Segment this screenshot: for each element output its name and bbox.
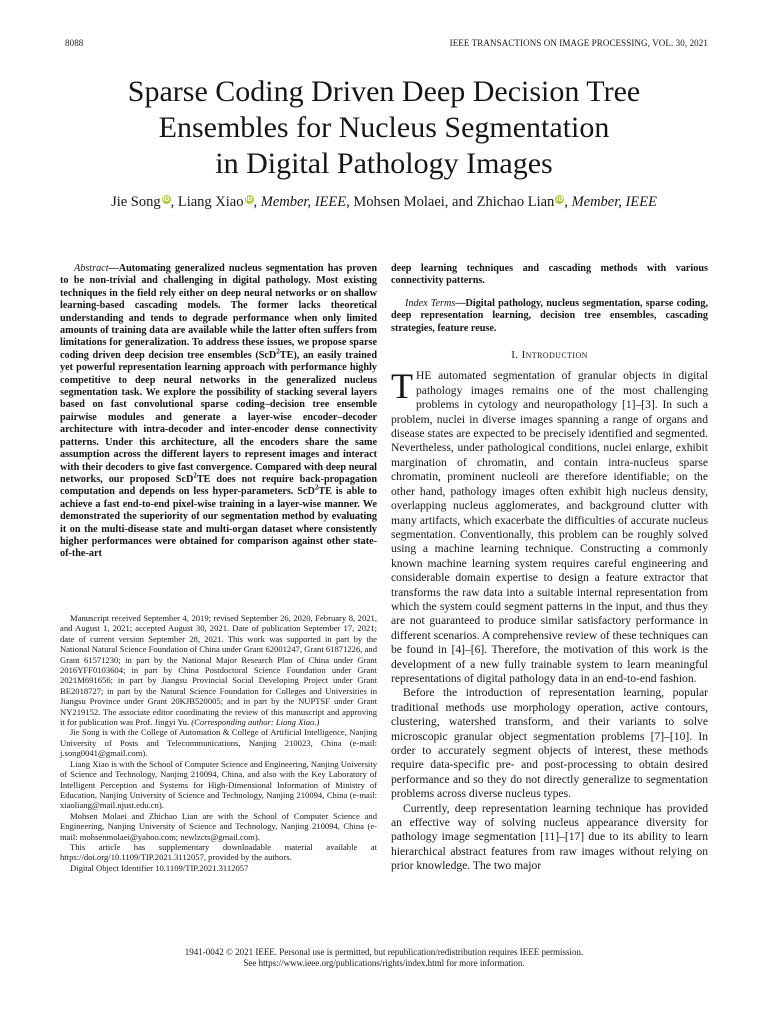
- first-word: HE: [416, 369, 432, 383]
- page-header: [65, 38, 708, 52]
- right-column: [391, 263, 708, 874]
- title-line-3: in Digital Pathology Images: [215, 147, 553, 180]
- paper-title: [60, 74, 708, 182]
- abstract: [60, 263, 377, 561]
- index-terms: [391, 298, 708, 335]
- section-title: Introduction: [521, 349, 588, 362]
- footnote-supplementary: This article has supplementary downloadable material available at https://doi.org/10.1109/TIP.2021.3112057, provided by the authors.: [60, 841, 377, 863]
- author-name: Mohsen Molaei: [353, 194, 445, 210]
- author-name: Zhichao Lian: [476, 194, 555, 210]
- footnote-manuscript: [60, 613, 377, 727]
- abstract-text: —Automating generalized nucleus segmentation has proven to be non-trivial and challenging in digital pathology. Most existing techniques in the field rely either on deep neural networks or on shallow learning-based cascading models. The former lacks theoretical understanding and tends to degrade performance when only limited amounts of training data are available while the latter often suffers from limitations for generalization. To address these issues, we propose sparse coding driven deep decision tree ensembles (ScD: [60, 263, 377, 361]
- journal-name: IEEE TRANSACTIONS ON IMAGE PROCESSING, VOL. 30, 2021: [449, 38, 708, 48]
- section-heading: [391, 349, 708, 361]
- author-name: Liang Xiao: [177, 194, 244, 210]
- superscript: 2: [193, 471, 197, 480]
- orcid-icon[interactable]: iD: [162, 196, 170, 203]
- footnote-affiliation: Liang Xiao is with the School of Computer Science and Engineering, Nanjing University of Science and Technology, Nanjing 210094, China, and also with the Key Laboratory of Intelligent Perception and Systems for High-Dimensional Information of Ministry of Education, Nanjing University of Science and Technology, Nanjing 210094, China (e-mail: xiaoliang@mail.njust.edu.cn).: [60, 758, 377, 811]
- index-terms-text: —Digital pathology, nucleus segmentation, sparse coding, deep representation learning, decision tree ensembles, cascading strategies, feature reuse.: [391, 297, 708, 334]
- copyright-notice: [60, 947, 708, 969]
- corresponding-author: (Corresponding author: Liang Xiao.): [191, 717, 320, 728]
- intro-paragraph-1: [391, 366, 708, 686]
- member-label: Member, IEEE: [260, 194, 347, 210]
- member-label: Member, IEEE: [571, 194, 657, 210]
- footnote-affiliation: Jie Song is with the College of Automation & College of Artificial Intelligence, Nanjing University of Posts and Telecommunications, Nanjing 210023, China (e-mail: j.song0041@gmail.com).: [60, 727, 377, 759]
- page-number: 8088: [65, 38, 84, 48]
- abstract-text: TE), an easily trained yet powerful representation learning approach with performance highly competitive to deep neural networks in the generalized nucleus segmentation task. We explore the possibility of stacking several layers based on fast convolutional sparse coding–decision tree ensemble pairwise modules and generate a layer-wise encoder–decoder architecture with intra-decoder and inter-encoder dense connectivity patterns. Under this architecture, all the encoders share the same assumption across the different layers to represent images and interact with their decoders to give fast convergence. Compared with deep neural networks, our proposed ScD: [60, 349, 377, 485]
- abstract-text: TE does not require back-propagation computation and depends on less hyper-parameters. ScD: [60, 473, 377, 498]
- orcid-icon[interactable]: iD: [556, 196, 564, 203]
- section-number: I.: [511, 349, 519, 362]
- dropcap: T: [391, 366, 413, 407]
- superscript: 2: [314, 483, 319, 492]
- paragraph-text: automated segmentation of granular objects in digital pathology images remains one of the most challenging problems in cytology and neuropathology [1]–[3]. In such a problem, nuclei in diverse images spanning a range of organs and disease states are expected to be precisely identified and segmented. Nevertheless, under pathological conditions, nuclei enlarge, exhibit margination of chromatin, and contain intra-nucleus sparse chromatin, prominent nucleoli are therefore identifiable; on the other hand, pathology images often exhibit high nucleus density, overlapping nucleus agglomerates, and background clutter with many artifacts, which exacerbate the difficulties of accurate nucleus segmentation. Conventionally, this problem can be roughly solved using a machine learning technique. Constructing a commonly known machine learning system requires careful engineering and considerable domain expertise to design a feature extractor that transforms the raw data into a suitable internal representation from which the system could segment patterns in the input, and thus they are not guaranteed to produce similar satisfactory performance in different scenarios. A comprehensive review of these techniques can be found in [4]–[6]. Therefore, the motivation of this work is the development of a new fully trainable system to learn meaningful representations of digital pathology data in an end-to-end fashion.: [391, 369, 708, 685]
- left-column: [60, 263, 377, 561]
- copyright-line-2: See https://www.ieee.org/publications/rights/index.html for more information.: [243, 958, 525, 968]
- title-line-2: Ensembles for Nucleus Segmentation: [158, 111, 610, 144]
- footnote-doi: Digital Object Identifier 10.1109/TIP.2021.3112057: [70, 862, 249, 873]
- intro-paragraph-2: Before the introduction of representation learning, popular traditional methods use morphology operation, active contours, clustering, watershed transform, and their variants to solve microscopic granular object segmentation problems [7]–[10]. In order to accurately segment objects of interest, these methods require data-specific pre- and post-processing to obtain desired performance and so they do not directly generalize to segmentation problems across diverse nucleus types.: [391, 686, 708, 801]
- footnote-text: Manuscript received September 4, 2019; revised September 26, 2020, February 8, 2021, and August 1, 2021; accepted August 30, 2021. Date of publication September 17, 2021; date of current version September 28, 2021. This work was supported in part by the National Natural Science Foundation of China under Grant 62001247, Grant 61871226, and Grant 61571230; in part by the National Major Research Plan of China under Grant 2016YFF0103604; in part by China Postdoctoral Science Foundation under Grant 2021M691656; in part by Jiangsu Provincial Social Developing Project under Grant BE2018727; in part by the Natural Science Foundation for Colleges and Universities in Jiangsu Province under Grant 20KJB520005; and in part by the NUPTSF under Grant NY219152. The associate editor coordinating the review of this manuscript and approving it for publication was Prof. Jingyi Yu.: [60, 613, 377, 728]
- orcid-icon[interactable]: iD: [245, 196, 253, 203]
- author-name: Jie Song: [111, 194, 161, 210]
- abstract-text: TE is able to achieve a fast end-to-end pixel-wise training in a layer-wise manner. We demonstrated the superiority of our segmentation method by evaluating it on the multi-disease state and multi-organ dataset where consistently higher performances were obtained for comparison against other state-of-the-art: [60, 486, 377, 560]
- superscript: 2: [276, 347, 280, 356]
- copyright-line-1: 1941-0042 © 2021 IEEE. Personal use is permitted, but republication/redistribution requires IEEE permission.: [184, 947, 584, 957]
- abstract-label: Abstract: [74, 263, 109, 274]
- author-list: Jie Song iD, Liang Xiao iD, Member, IEEE, Mohsen Molaei, and Zhichao Lian iD, Member, IEEE: [111, 194, 657, 210]
- intro-paragraph-3: Currently, deep representation learning technique has provided an effective way of solving nucleus appearance diversity for pathology image segmentation [11]–[17] due to its ability to learn hierarchical abstract features from raw images without relying on prior knowledge. The two major: [391, 801, 708, 873]
- footnotes: [60, 613, 377, 873]
- footnote-affiliation: Mohsen Molaei and Zhichao Lian are with the School of Computer Science and Engineering, Nanjing University of Science and Technology, Nanjing 210094, China (e-mail: mohsenmolaei@yahoo.com; newlzcts@gmail.com).: [60, 810, 377, 842]
- title-line-1: Sparse Coding Driven Deep Decision Tree: [127, 75, 641, 108]
- index-terms-label: Index Terms: [405, 297, 456, 309]
- abstract-continuation: deep learning techniques and cascading methods with various connectivity patterns.: [391, 263, 708, 287]
